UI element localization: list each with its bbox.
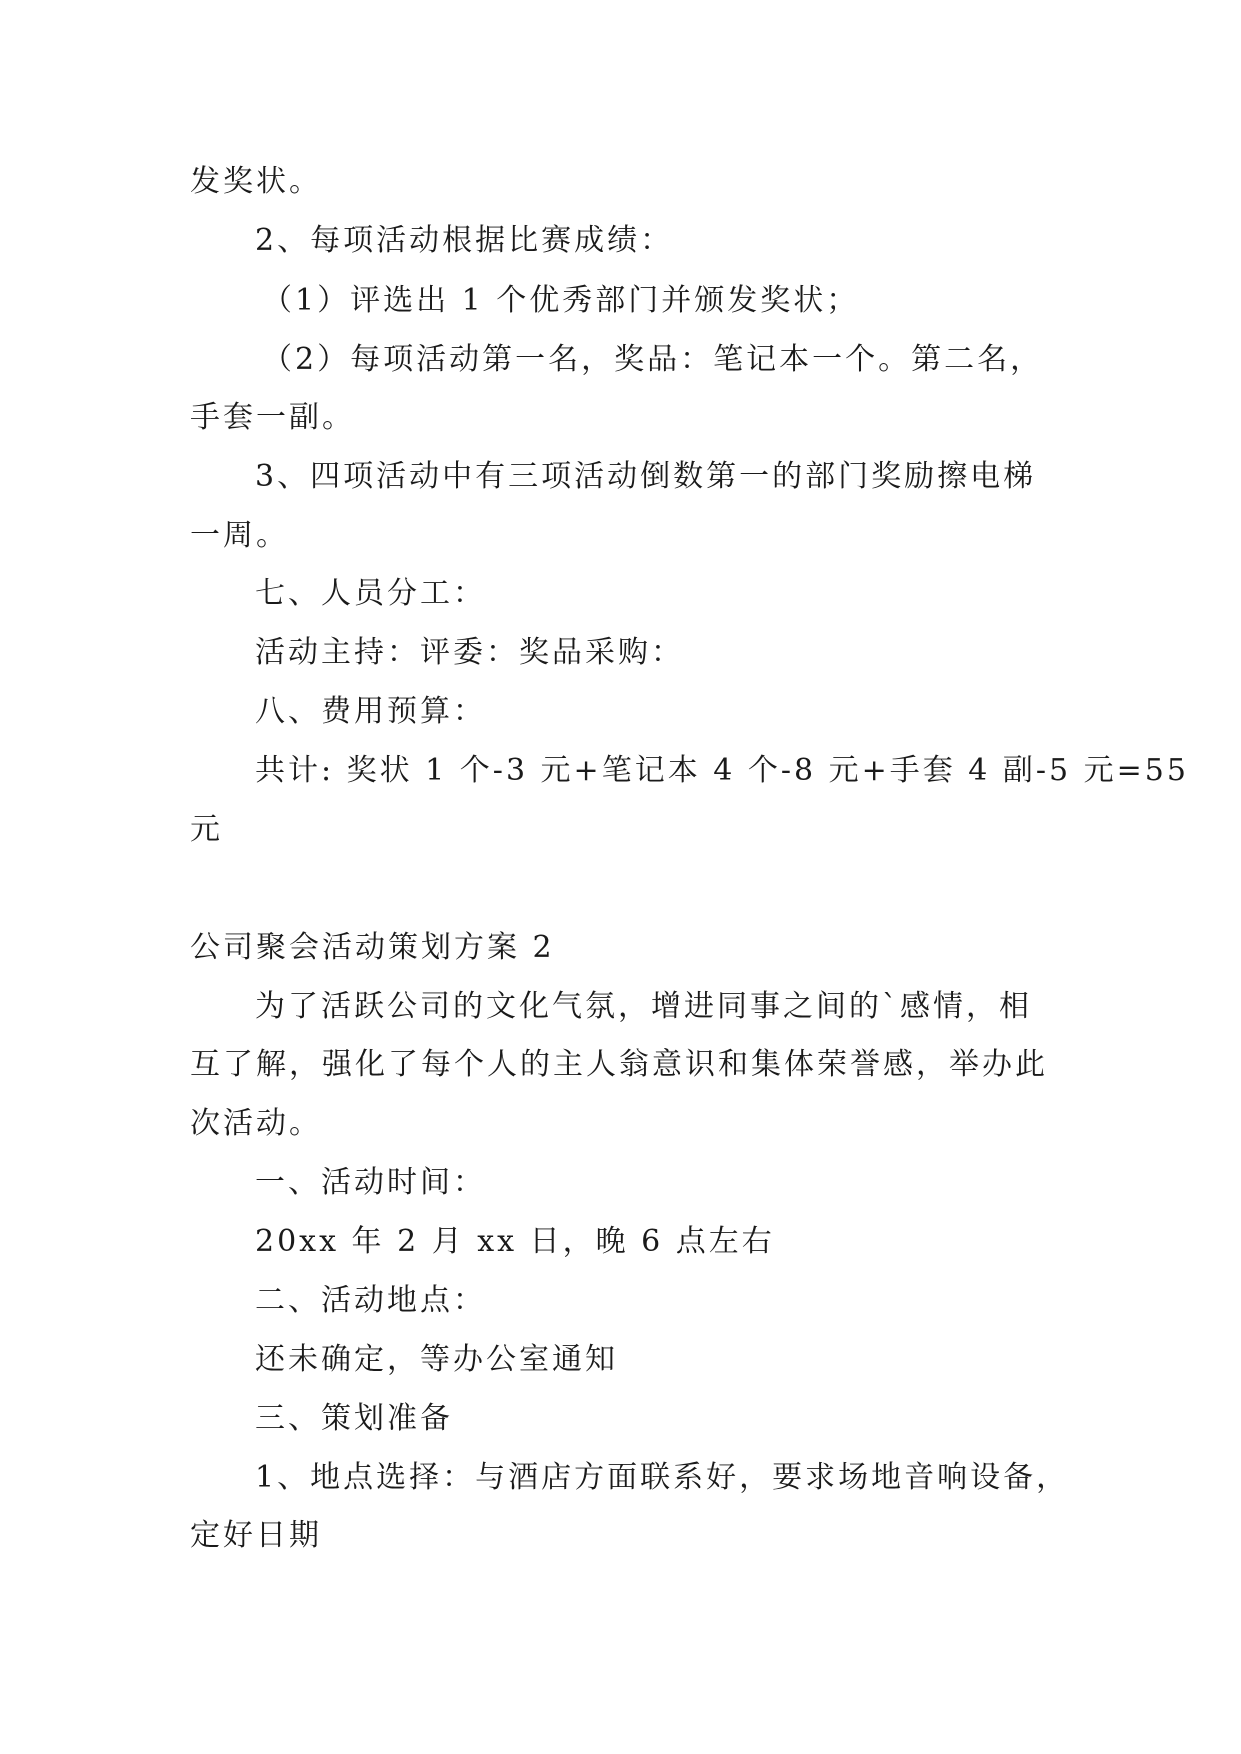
text-line: 二、活动地点： xyxy=(255,1283,486,1318)
text-line: 20xx 年 2 月 xx 日，晚 6 点左右 xyxy=(255,1224,775,1259)
text-line: 互了解，强化了每个人的主人翁意识和集体荣誉感，举办此 xyxy=(190,1047,1048,1082)
text-line: 还未确定，等办公室通知 xyxy=(255,1342,618,1377)
text-line: 共计: 奖状 1 个-3 元+笔记本 4 个-8 元+手套 4 副-5 元=55 xyxy=(255,753,1189,788)
text-line: 3、四项活动中有三项活动倒数第一的部门奖励擦电梯 xyxy=(255,459,1037,494)
text-line: 三、策划准备 xyxy=(255,1401,453,1436)
text-line: 一、活动时间： xyxy=(255,1165,486,1200)
text-line: 定好日期 xyxy=(190,1518,322,1553)
text-line: 手套一副。 xyxy=(190,400,355,435)
text-line: 七、人员分工： xyxy=(255,576,486,611)
text-line: 活动主持：评委：奖品采购： xyxy=(255,635,684,670)
text-line: 发奖状。 xyxy=(190,164,322,199)
text-line: 八、费用预算： xyxy=(255,694,486,729)
text-line: 一周。 xyxy=(190,518,289,553)
text-line: 次活动。 xyxy=(190,1106,322,1141)
text-line: 1、地点选择：与酒店方面联系好，要求场地音响设备， xyxy=(255,1460,1070,1495)
text-line: 为了活跃公司的文化气氛，增进同事之间的`感情，相 xyxy=(255,989,1032,1024)
text-line: （2）每项活动第一名，奖品：笔记本一个。第二名， xyxy=(262,342,1044,377)
text-line: 元 xyxy=(190,812,223,847)
section-title: 公司聚会活动策划方案 2 xyxy=(190,930,555,965)
text-line: （1）评选出 1 个优秀部门并颁发奖状； xyxy=(262,283,860,318)
text-line: 2、每项活动根据比赛成绩： xyxy=(255,223,674,258)
